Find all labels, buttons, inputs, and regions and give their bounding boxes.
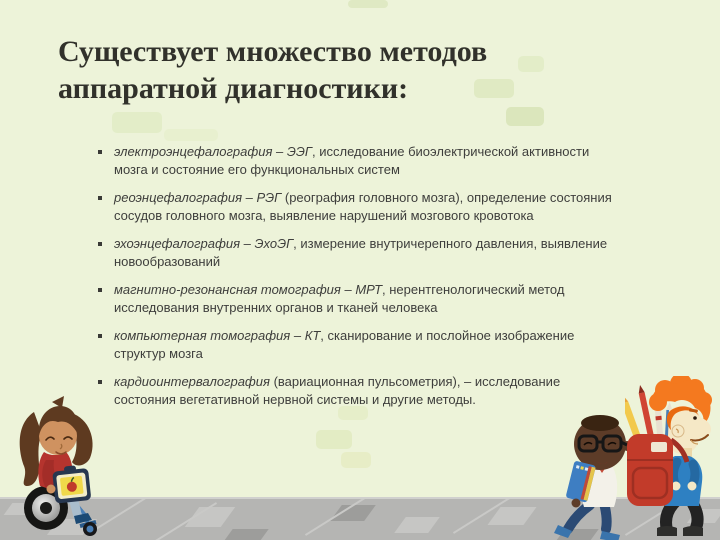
bullet-term: кардиоинтервалография [114, 374, 270, 389]
bullet-term: реоэнцефалография – РЭГ [114, 190, 282, 205]
bullet-term: компьютерная томография – КТ [114, 328, 321, 343]
bullet-description: , измерение внутричерепного давления, выявление новообразований [114, 236, 608, 269]
floor-tile [394, 517, 440, 533]
list-item [97, 327, 615, 363]
list-item [97, 281, 615, 317]
bullet-marker [98, 334, 102, 338]
bullet-description: (вариационная пульсометрия), – исследование состояния вегетативной нервной системы и другие методы. [114, 374, 561, 407]
background-shape [341, 452, 371, 468]
list-item [97, 189, 615, 225]
bullet-term: электроэнцефалография – ЭЭГ [114, 144, 312, 159]
slide-title: Существует множество методов аппаратной диагностики: [58, 35, 488, 105]
list-item [97, 143, 615, 179]
list-item [97, 235, 615, 271]
bullet-description: , сканирование и послойное изображение структур мозга [114, 328, 575, 361]
background-shape [316, 430, 352, 449]
bullet-description: , нерентгенологический метод исследования внутренних органов и тканей человека [114, 282, 565, 315]
bullet-marker [98, 380, 102, 384]
bullet-term: эхоэнцефалография – ЭхоЭГ [114, 236, 294, 251]
floor-tile [487, 507, 536, 525]
bullet-description: (реография головного мозга), определение состояния сосудов головного мозга, выявление нарушений мозгового кровотока [114, 190, 612, 223]
girl-in-wheelchair-illustration [4, 392, 119, 540]
boy-with-backpack-illustration [625, 376, 720, 540]
list-item [97, 373, 615, 409]
bullet-marker [98, 150, 102, 154]
bullet-marker [98, 288, 102, 292]
bullet-list [97, 143, 615, 419]
bullet-term: магнитно-резонансная томография – МРТ [114, 282, 383, 297]
bullet-marker [98, 196, 102, 200]
bullet-description: , исследование биоэлектрической активности мозга и состояние его функциональных систем [114, 144, 590, 177]
background-shape [348, 0, 388, 8]
background-shape [164, 129, 218, 141]
bullet-marker [98, 242, 102, 246]
background-shape [112, 112, 162, 133]
floor-tile [223, 529, 268, 540]
background-shape [506, 107, 544, 126]
